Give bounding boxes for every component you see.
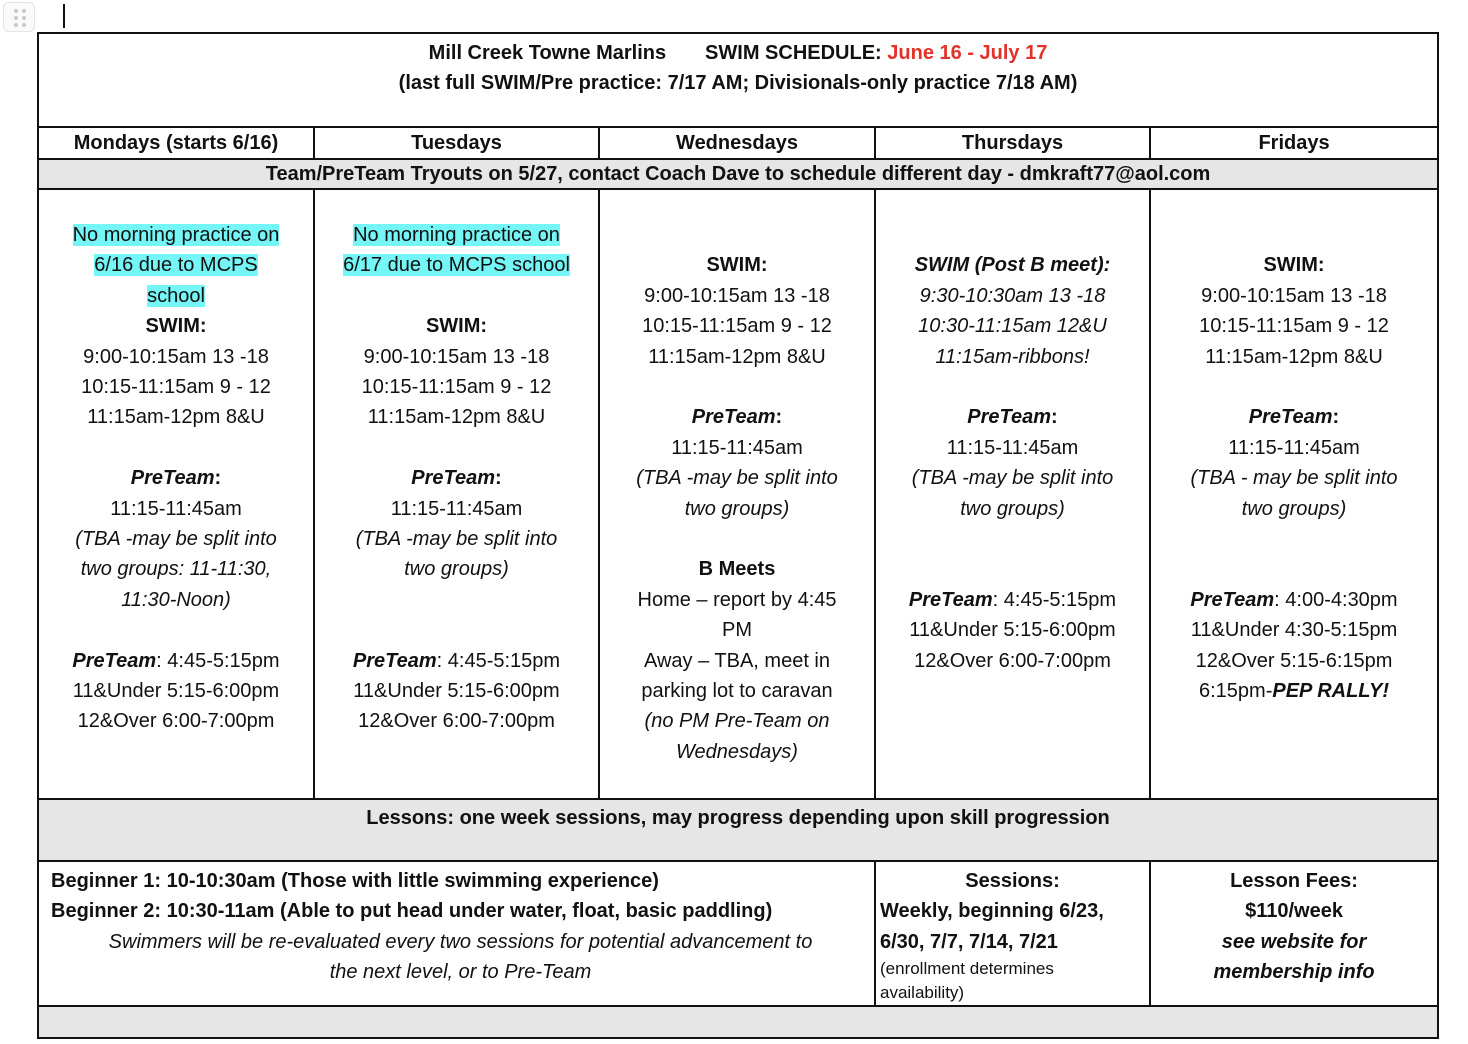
preteam-label: PreTeam [1248, 406, 1333, 429]
pm-preteam-label: PreTeam [72, 649, 157, 672]
preteam-note: two groups) [960, 497, 1065, 520]
under11-time: 11&Under 4:30-5:15pm [1190, 619, 1398, 642]
bmeets-label: B Meets [698, 558, 776, 581]
swim-time: 10:15-11:15am 9 - 12 [642, 315, 832, 338]
lessons-heading: Lessons: one week sessions, may progress depending upon skill progression [38, 799, 1438, 861]
footer-row [38, 1006, 1438, 1038]
swim-label: SWIM (Post B meet): [914, 254, 1111, 277]
day-header-wednesday: Wednesdays [599, 127, 875, 159]
swim-time: 10:30-11:15am 12&U [918, 315, 1107, 338]
swim-time: 11:15am-ribbons! [935, 345, 1090, 368]
bmeets-line: PM [722, 619, 752, 642]
preteam-label: PreTeam [967, 406, 1052, 429]
swim-time: 9:30-10:30am 13 -18 [919, 284, 1106, 307]
pm-preteam-label: PreTeam [352, 649, 437, 672]
lessons-note: the next level, or to Pre-Team [329, 961, 592, 984]
org-name: Mill Creek Towne Marlins [428, 42, 667, 64]
tuesday-notice-line: 6/17 due to MCPS school [343, 254, 570, 277]
tryouts-notice: Team/PreTeam Tryouts on 5/27, contact Coach Dave to schedule different day - dmkraft77@aol.com [38, 159, 1438, 189]
bmeets-note: (no PM Pre-Team on [644, 710, 830, 733]
thursday-cell: SWIM (Post B meet): 9:30-10:30am 13 -18 10:30-11:15am 12&U 11:15am-ribbons! PreTeam: 11:15-11:45am (TBA -may be split into two groups) PreTeam: 4:45-5:15pm 11&Under 5:15-6:00pm 12&Over 6:00-7:00pm [875, 189, 1150, 799]
tuesday-notice-line: No morning practice on [353, 224, 560, 246]
preteam-note: (TBA - may be split into [1190, 467, 1398, 490]
day-header-monday: Mondays (starts 6/16) [38, 127, 314, 159]
title-line [43, 38, 1433, 68]
under11-time: 11&Under 5:15-6:00pm [353, 680, 560, 703]
under11-time: 11&Under 5:15-6:00pm [72, 680, 280, 703]
lessons-levels-cell [38, 861, 875, 1006]
swim-time: 11:15am-12pm 8&U [367, 406, 546, 429]
swim-time: 11:15am-12pm 8&U [648, 345, 826, 368]
sessions-note: availability) [880, 983, 965, 1003]
sessions-label: Sessions: [965, 870, 1060, 892]
bmeets-note: Wednesdays) [676, 740, 798, 763]
monday-notice-line: 6/16 due to MCPS [94, 254, 258, 277]
pm-preteam-label: PreTeam [908, 588, 993, 611]
pm-preteam-time: 4:45-5:15pm [1003, 588, 1117, 611]
pm-preteam-time: 4:45-5:15pm [167, 649, 280, 672]
under11-time: 11&Under 5:15-6:00pm [909, 619, 1116, 642]
preteam-time: 11:15-11:45am [110, 497, 242, 520]
tryouts-row [38, 159, 1438, 189]
preteam-time: 11:15-11:45am [1228, 436, 1360, 459]
over12-time: 12&Over 6:00-7:00pm [358, 710, 555, 733]
fees-note: membership info [1213, 961, 1375, 984]
sessions-cell [875, 861, 1150, 1006]
fees-amount: $110/week [1245, 900, 1343, 923]
wednesday-cell: SWIM: 9:00-10:15am 13 -18 10:15-11:15am 9 - 12 11:15am-12pm 8&U PreTeam: 11:15-11:45am (TBA -may be split into two groups) B Meets Home – report by 4:45 PM Away – TBA, meet in parking lot to caravan (no PM Pre-Team on Wednesdays) [599, 189, 875, 799]
over12-time: 12&Over 6:00-7:00pm [77, 710, 275, 733]
schedule-body-row [38, 189, 1438, 799]
over12-time: 12&Over 5:15-6:15pm [1195, 649, 1393, 672]
footer-cell [38, 1006, 1438, 1038]
monday-notice-line: school [147, 284, 205, 307]
swim-label: SWIM: [706, 254, 768, 277]
preteam-note: two groups) [684, 497, 790, 520]
pm-preteam-label: PreTeam [1190, 588, 1275, 611]
monday-cell: No morning practice on 6/16 due to MCPS school SWIM: 9:00-10:15am 13 -18 10:15-11:15am 9 - 12 11:15am-12pm 8&U PreTeam: 11:15-11:45am (TBA -may be split into two groups: 11-11:30, 11:30-Noon) PreTeam: 4:45-5:15pm 11&Under 5:15-6:00pm 12&Over 6:00-7:00pm [38, 189, 314, 799]
swim-label: SWIM: [1263, 254, 1325, 277]
preteam-note: (TBA -may be split into [355, 528, 558, 551]
swim-schedule-table [37, 32, 1439, 1039]
preteam-note: (TBA -may be split into [911, 467, 1114, 490]
fees-note: see website for [1221, 930, 1367, 953]
fees-cell [1150, 861, 1438, 1006]
bmeets-line: parking lot to caravan [641, 680, 833, 703]
date-range: June 16 - July 17 [887, 42, 1048, 64]
swim-time: 9:00-10:15am 13 -18 [363, 345, 550, 368]
pep-rally-time: 6:15pm- [1198, 680, 1273, 703]
drag-handle-icon [14, 9, 28, 27]
swim-time: 10:15-11:15am 9 - 12 [1199, 315, 1389, 338]
pm-preteam-time: 4:45-5:15pm [447, 649, 561, 672]
preteam-label: PreTeam [411, 467, 496, 490]
pep-rally-label: PEP RALLY! [1272, 680, 1390, 703]
beginner-1: Beginner 1: 10-10:30am (Those with little swimming experience) [51, 870, 659, 892]
preteam-note: 11:30-Noon) [121, 588, 231, 611]
lessons-note: Swimmers will be re-evaluated every two sessions for potential advancement to [108, 930, 813, 953]
sessions-dates: 6/30, 7/7, 7/14, 7/21 [880, 930, 1058, 953]
preteam-note: (TBA -may be split into [636, 467, 838, 490]
subtitle: (last full SWIM/Pre practice: 7/17 AM; Divisionals-only practice 7/18 AM) [398, 72, 1078, 95]
swim-label: SWIM: [425, 315, 488, 338]
swim-time: 9:00-10:15am 13 -18 [83, 345, 269, 368]
preteam-note: two groups: 11-11:30, [80, 558, 272, 581]
lessons-row [38, 861, 1438, 1006]
preteam-time: 11:15-11:45am [946, 436, 1079, 459]
sessions-dates: Weekly, beginning 6/23, [880, 900, 1104, 923]
sessions-note: (enrollment determines [880, 959, 1054, 979]
swim-label: SWIM: [145, 315, 207, 338]
monday-notice-line: No morning practice on [72, 224, 280, 246]
day-header-row [38, 127, 1438, 159]
swim-time: 11:15am-12pm 8&U [87, 406, 265, 429]
swim-time: 11:15am-12pm 8&U [1205, 345, 1383, 368]
day-header-friday: Fridays [1150, 127, 1438, 159]
preteam-time: 11:15-11:45am [390, 497, 523, 520]
friday-cell: SWIM: 9:00-10:15am 13 -18 10:15-11:15am 9 - 12 11:15am-12pm 8&U PreTeam: 11:15-11:45am (TBA - may be split into two groups) PreTeam: 4:00-4:30pm 11&Under 4:30-5:15pm 12&Over 5:15-6:15pm 6:15pm-PEP RALLY! [1150, 189, 1438, 799]
tuesday-cell: No morning practice on 6/17 due to MCPS school SWIM: 9:00-10:15am 13 -18 10:15-11:15am 9 - 12 11:15am-12pm 8&U PreTeam: 11:15-11:45am (TBA -may be split into two groups) PreTeam: 4:45-5:15pm 11&Under 5:15-6:00pm 12&Over 6:00-7:00pm [314, 189, 599, 799]
schedule-label: SWIM SCHEDULE: [705, 42, 882, 64]
title-row [38, 33, 1438, 127]
swim-time: 9:00-10:15am 13 -18 [644, 284, 830, 307]
text-cursor [63, 4, 65, 28]
swim-time: 10:15-11:15am 9 - 12 [81, 376, 271, 399]
swim-time: 9:00-10:15am 13 -18 [1201, 284, 1387, 307]
lessons-heading-row [38, 799, 1438, 861]
fees-label: Lesson Fees: [1230, 870, 1358, 892]
preteam-time: 11:15-11:45am [671, 436, 803, 459]
beginner-2: Beginner 2: 10:30-11am (Able to put head under water, float, basic paddling) [51, 900, 773, 923]
pm-preteam-time: 4:00-4:30pm [1285, 588, 1398, 611]
preteam-note: two groups) [1241, 497, 1347, 520]
day-header-thursday: Thursdays [875, 127, 1150, 159]
bmeets-line: Away – TBA, meet in [643, 649, 830, 672]
preteam-label: PreTeam [691, 406, 776, 429]
preteam-label: PreTeam [130, 467, 215, 490]
preteam-note: (TBA -may be split into [75, 528, 277, 551]
title-cell [38, 33, 1438, 127]
preteam-note: two groups) [404, 558, 509, 581]
over12-time: 12&Over 6:00-7:00pm [914, 649, 1111, 672]
day-header-tuesday: Tuesdays [314, 127, 599, 159]
drag-handle[interactable] [3, 2, 35, 32]
bmeets-line: Home – report by 4:45 [637, 588, 837, 611]
swim-time: 10:15-11:15am 9 - 12 [361, 376, 552, 399]
